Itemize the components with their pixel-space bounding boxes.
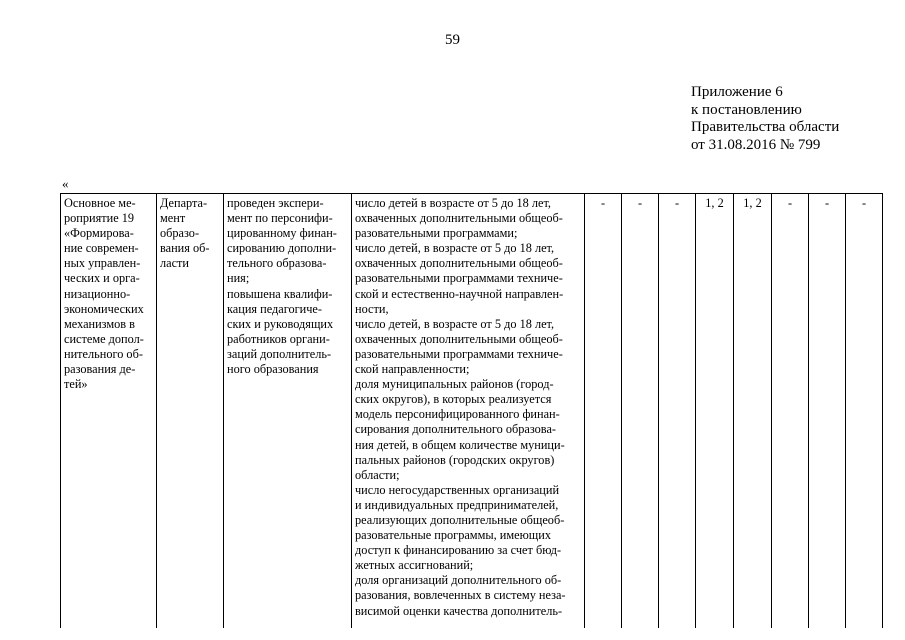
value-cell: -	[846, 194, 883, 629]
cell-text-line: разования, вовлеченных в систему неза-	[355, 588, 566, 603]
cell-text-line: мент	[160, 211, 186, 226]
value-cell: -	[585, 194, 622, 629]
cell-text-line: доля организаций дополнительного об-	[355, 573, 562, 588]
cell-text-line: Основное ме-	[64, 196, 136, 210]
opening-quote: «	[62, 176, 69, 191]
cell-text-line: ного образования	[227, 362, 319, 377]
appendix-line: Правительства области	[691, 119, 840, 135]
cell-text-line: пальных районов (городских округов)	[355, 452, 555, 467]
cell-text-line: охваченных дополнительными общеоб-	[355, 211, 563, 226]
cell-text-line: ния детей, в общем количестве муници-	[355, 437, 565, 452]
cell-text-line: число детей, в возрасте от 5 до 18 лет,	[355, 241, 555, 256]
cell-text-line: тельного образова-	[227, 256, 327, 271]
cell-text-line: разовательные программы, имеющих	[355, 528, 551, 543]
cell-text-line: ние современ-	[64, 241, 139, 256]
cell-text-line: модель персонифицированного финан-	[355, 407, 560, 422]
value-cell: -	[622, 194, 659, 629]
cell-text-line: реализующих дополнительные общеоб-	[355, 512, 565, 527]
appendix-line: Приложение 6	[691, 84, 783, 100]
cell-text-line: сированию дополни-	[227, 241, 337, 256]
cell-text-line: механизмов в	[64, 316, 135, 331]
cell-text-line: ской и естественно-научной направлен-	[355, 286, 564, 301]
cell-text-line: жетных ассигнований;	[355, 558, 474, 573]
value-cell: 1, 2	[696, 194, 734, 629]
cell-text-line: ческих и орга-	[64, 271, 140, 286]
cell-text-line: проведен экспери-	[227, 196, 324, 210]
value-cell: -	[772, 194, 809, 629]
cell-text-line: вания об-	[160, 241, 210, 256]
cell-text-line: ности,	[355, 301, 389, 316]
value-cell: 1, 2	[734, 194, 772, 629]
cell-text-line: ния;	[227, 271, 250, 286]
cell-text-line: роприятие 19	[64, 211, 135, 226]
cell-text-line: низационно-	[64, 286, 131, 301]
cell-text-line: и индивидуальных предпринимателей,	[355, 497, 559, 512]
cell-text-line: нительного об-	[64, 346, 143, 361]
appendix-line: к постановлению	[691, 101, 802, 118]
value-cell: -	[809, 194, 846, 629]
cell-text-line: разования де-	[64, 362, 136, 377]
cell-text-line: охваченных дополнительными общеоб-	[355, 331, 563, 346]
cell-text-line: ных управлен-	[64, 256, 141, 271]
cell-text-line: доля муниципальных районов (город-	[355, 377, 554, 392]
cell-text-line: заций дополнитель-	[227, 346, 332, 361]
cell-text-line: Департа-	[160, 196, 208, 210]
cell-text-line: висимой оценки качества дополнитель-	[355, 603, 563, 618]
cell-text-line: повышена квалифи-	[227, 286, 333, 301]
cell-text-line: работников органи-	[227, 331, 330, 346]
cell-text-line: ских и руководящих	[227, 316, 334, 331]
cell-text-line: экономических	[64, 301, 144, 316]
cell-text-line: доступ к финансированию за счет бюд-	[355, 543, 562, 558]
cell-text-line: «Формирова-	[64, 226, 134, 241]
cell-text-line: ласти	[160, 256, 190, 271]
appendix-header	[691, 84, 839, 154]
measure-cell	[61, 194, 157, 629]
cell-text-line: ских округов), в которых реализуется	[355, 392, 552, 407]
result-cell	[224, 194, 352, 629]
cell-text-line: тей»	[64, 377, 88, 392]
cell-text-line: кация педагогиче-	[227, 301, 322, 316]
cell-text-line: охваченных дополнительными общеоб-	[355, 256, 563, 271]
table-row	[61, 194, 883, 629]
cell-text-line: системе допол-	[64, 331, 144, 346]
cell-text-line: разовательными программами техниче-	[355, 271, 563, 286]
cell-text-line: цированному финан-	[227, 226, 337, 241]
cell-text-line: области;	[355, 467, 400, 482]
page-number: 59	[445, 32, 460, 48]
cell-text-line: число детей в возрасте от 5 до 18 лет,	[355, 196, 551, 210]
cell-text-line: сирования дополнительного образова-	[355, 422, 557, 437]
indicators-cell	[352, 194, 585, 629]
value-cell: -	[659, 194, 696, 629]
cell-text-line: число негосударственных организаций	[355, 482, 560, 497]
cell-text-line: ской направленности;	[355, 362, 470, 377]
cell-text-line: мент по персонифи-	[227, 211, 333, 226]
appendix-line: от 31.08.2016 № 799	[691, 136, 821, 153]
executor-cell	[157, 194, 224, 629]
cell-text-line: образо-	[160, 226, 200, 241]
program-table	[60, 193, 883, 628]
cell-text-line: разовательными программами;	[355, 226, 518, 241]
cell-text-line: число детей, в возрасте от 5 до 18 лет,	[355, 316, 555, 331]
cell-text-line: разовательными программами техниче-	[355, 346, 563, 361]
